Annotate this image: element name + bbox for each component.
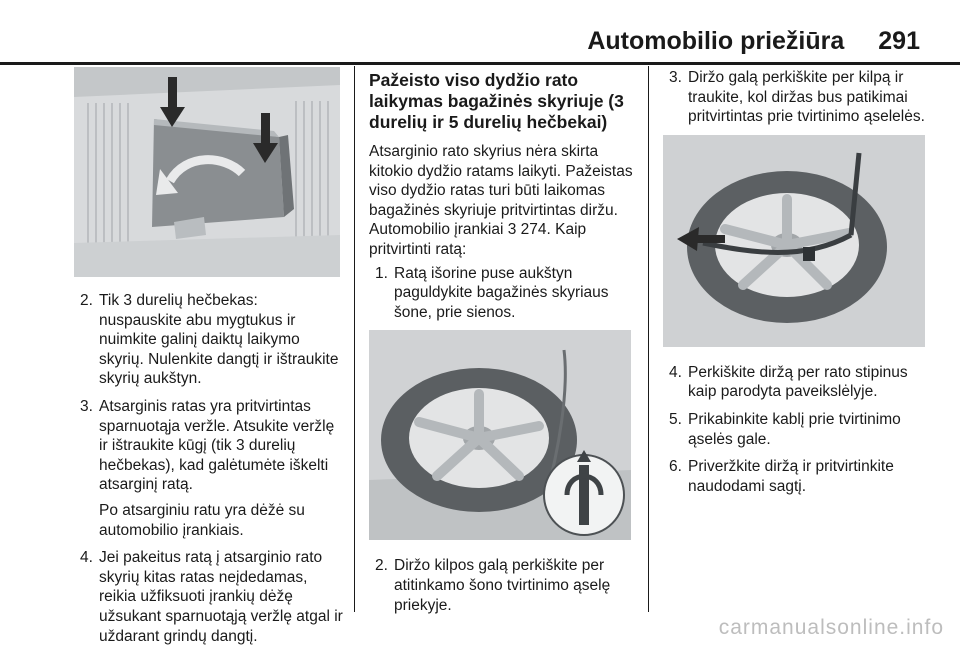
list-item: 2. Diržo kilpos galą perkiškite per atitinkamo šono tvirtinimo ąselę priekyje. <box>375 557 611 614</box>
steps-list-col3-bottom <box>663 363 925 497</box>
list-item: 5. Prikabinkite kablį prie tvirtinimo ąselės gale. <box>669 410 901 448</box>
column-2 <box>369 66 637 623</box>
list-item: 4. Jei pakeitus ratą į atsarginio rato skyrių kitas ratas neįdedamas, reikia užfiksuoti įrankių dėžę užsukant sparnuotąją veržlę atgal ir uždarant grindų dangtį. <box>80 549 343 645</box>
section-intro: Atsarginio rato skyrius nėra skirta kitokio dydžio ratams laikyti. Pažeistas viso dydžio ratas turi būti laikomas bagažinės skyriuje pritvirtintas diržu. Automobilio įrankiai 3 274. Kaip pritvirtinti ratą: <box>369 143 633 258</box>
list-item: 2. Tik 3 durelių hečbekas: nuspauskite abu mygtukus ir nuimkite galinį daiktų laikymo skyrių. Nulenkite dangtį ir ištraukite skyrių aukštyn. <box>80 292 339 388</box>
list-item: 4. Perkiškite diržą per rato stipinus kaip parodyta paveikslėlyje. <box>669 363 908 401</box>
steps-list-col3-top <box>663 68 925 127</box>
list-item: 3. Atsarginis ratas yra pritvirtintas sparnuotąja veržle. Atsukite veržlę ir ištraukite kūgį (tik 3 durelių hečbekas), kad galėtumėte iškelti atsarginį ratą. Po atsarginiu ratu yra dėžė su automobilio įrankiais. <box>74 397 344 540</box>
watermark: carmanualsonline.info <box>718 616 944 639</box>
column-divider-2 <box>648 66 649 612</box>
page-number: 291 <box>878 26 920 55</box>
steps-list-col2 <box>369 264 637 323</box>
list-item-note: Po atsarginiu ratu yra dėžė su automobilio įrankiais. <box>99 501 305 539</box>
figure-wheel-belt-tightened <box>663 135 925 347</box>
column-divider-1 <box>354 66 355 612</box>
page-reference: 3 274. Kaip pritvirtinti ratą: <box>369 221 587 258</box>
header-title: Automobilio priežiūra <box>587 26 845 55</box>
figure-storage-compartment <box>74 67 340 277</box>
column-1 <box>74 66 344 654</box>
steps-list-col2-bottom <box>369 556 637 615</box>
steps-list-col1 <box>74 291 344 646</box>
section-heading: Pažeisto viso dydžio rato laikymas bagažinės skyriuje (3 durelių ir 5 durelių hečbekai) <box>369 70 624 132</box>
list-item: 3. Diržo galą perkiškite per kilpą ir traukite, kol diržas bus patikimai pritvirtintas prie tvirtinimo ąselelės. <box>669 69 925 126</box>
figure-wheel-belt-loop <box>369 330 631 540</box>
list-item: 6. Priveržkite diržą ir pritvirtinkite naudodami sagtį. <box>669 458 894 495</box>
list-item: 1. Ratą išorine puse aukštyn paguldykite bagažinės skyriaus šone, prie sienos. <box>375 264 609 321</box>
column-3 <box>663 66 925 504</box>
page-header <box>40 24 920 58</box>
header-rule <box>0 62 960 65</box>
